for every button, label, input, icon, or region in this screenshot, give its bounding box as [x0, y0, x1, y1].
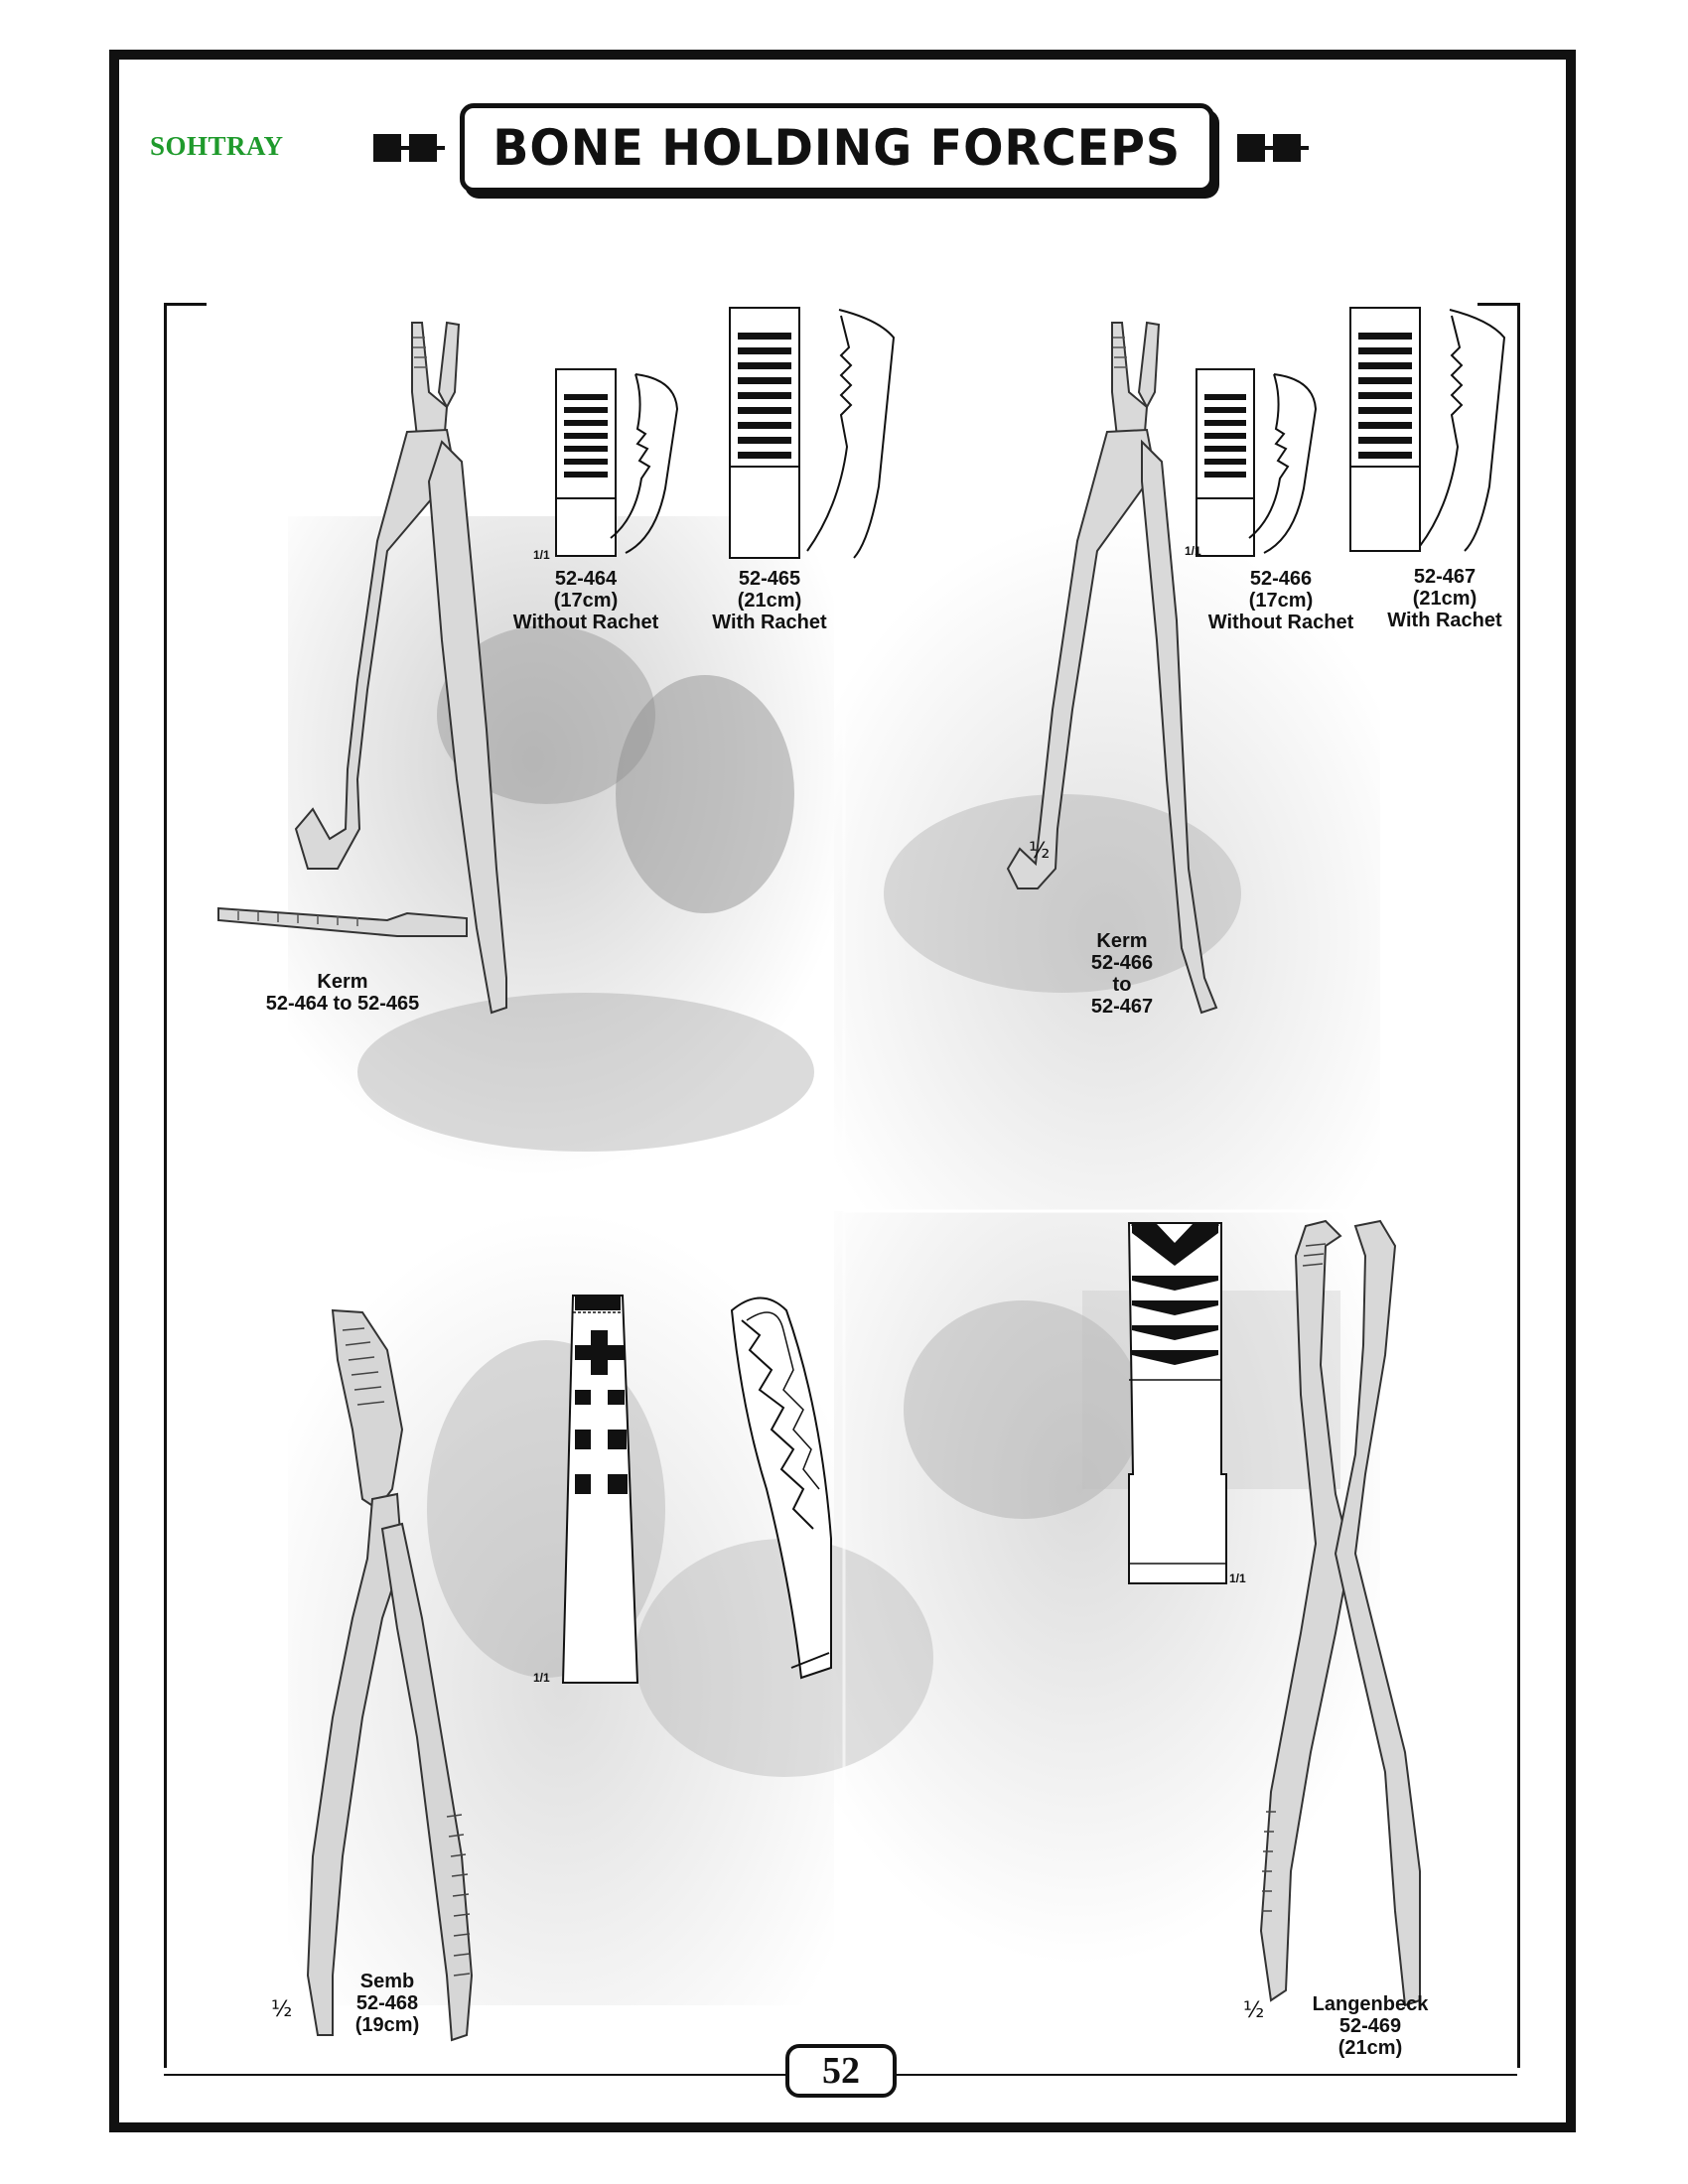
product-range: 52-464 to 52-465	[265, 993, 420, 1015]
scale-label-52-464: 1/1	[533, 548, 550, 562]
footer-rule-left	[164, 2074, 785, 2076]
tip-detail-52-466-image	[1196, 369, 1326, 558]
product-name: Semb	[359, 1971, 415, 1992]
kerm-left-caption	[248, 971, 437, 1015]
tip-detail-52-467-image	[1350, 308, 1514, 551]
product-code: 52-467	[1413, 566, 1477, 588]
kerm-forceps-left-image	[209, 313, 566, 1027]
product-52-465-caption	[690, 568, 849, 633]
product-size: (17cm)	[1248, 590, 1314, 612]
tip-detail-52-469-image	[1127, 1221, 1236, 1588]
scale-label-52-469: 1/1	[1229, 1571, 1246, 1585]
scale-label-52-466: 1/1	[1185, 544, 1201, 558]
scale-label-langenbeck: ½	[1243, 1998, 1265, 2023]
page-title: BONE HOLDING FORCEPS	[492, 119, 1182, 177]
title-ornament-left	[373, 134, 445, 162]
tip-detail-52-464-image	[556, 369, 685, 558]
semb-caption	[338, 1971, 437, 2036]
langenbeck-caption	[1296, 1993, 1445, 2059]
product-note: With Rachet	[1387, 610, 1502, 631]
product-name: Langenbeck	[1312, 1993, 1429, 2015]
product-52-464-caption	[496, 568, 675, 633]
tip-detail-52-465-image	[730, 308, 904, 561]
product-size: (21cm)	[1337, 2037, 1403, 2059]
product-note: With Rachet	[712, 612, 827, 633]
product-name: Kerm	[317, 971, 368, 993]
footer-rule-right	[897, 2074, 1517, 2076]
product-size: (17cm)	[553, 590, 619, 612]
product-note: Without Rachet	[512, 612, 659, 633]
scale-label-semb: ½	[271, 1997, 293, 2022]
product-code: 52-468	[355, 1992, 419, 2014]
page-number: 52	[785, 2044, 897, 2098]
scale-label-52-468: 1/1	[533, 1671, 550, 1685]
title-ornament-right	[1237, 134, 1309, 162]
product-52-466-caption	[1192, 568, 1370, 633]
inner-bracket-left	[164, 303, 207, 2068]
kerm-right-caption	[1072, 930, 1172, 1018]
brand-name: SOHTRAY	[150, 131, 284, 161]
product-range-to-word: to	[1112, 974, 1132, 996]
product-code: 52-464	[554, 568, 618, 590]
semb-forceps-image	[283, 1300, 492, 2055]
product-code: 52-469	[1338, 2015, 1402, 2037]
product-range-to: 52-467	[1090, 996, 1154, 1018]
product-note: Without Rachet	[1207, 612, 1354, 633]
product-size: (21cm)	[737, 590, 802, 612]
langenbeck-forceps-image	[1246, 1216, 1445, 2030]
product-code: 52-465	[738, 568, 801, 590]
scale-label-kerm-right: ½	[1029, 839, 1051, 864]
title-box	[460, 103, 1214, 193]
product-name: Kerm	[1096, 930, 1148, 952]
product-size: (19cm)	[354, 2014, 420, 2036]
product-code: 52-466	[1249, 568, 1313, 590]
tip-detail-52-468-image	[563, 1291, 871, 1688]
product-range-from: 52-466	[1090, 952, 1154, 974]
product-size: (21cm)	[1412, 588, 1477, 610]
product-52-467-caption	[1365, 566, 1524, 631]
